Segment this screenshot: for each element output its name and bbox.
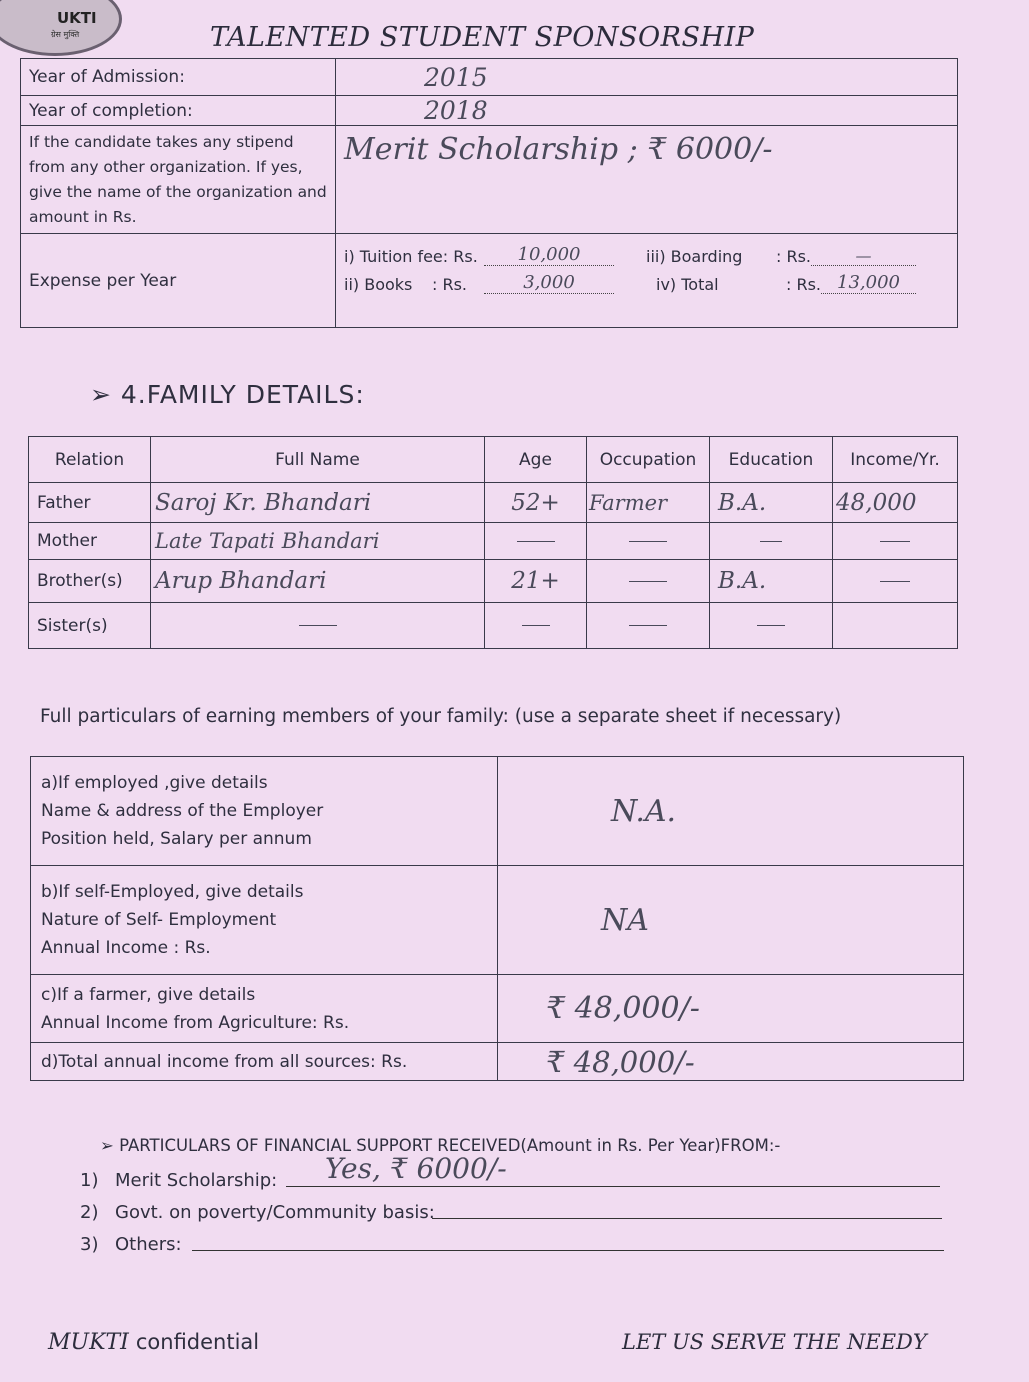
employed-value-cell [498, 757, 964, 866]
year-completion-value: 2018 [424, 96, 488, 125]
self-employed-line2: Nature of Self- Employment [41, 910, 277, 930]
financial-item-2-line [432, 1202, 942, 1219]
total-income-value-cell [498, 1043, 964, 1081]
dash-mark [629, 581, 667, 582]
admission-table [20, 58, 958, 328]
occupation-cell [587, 523, 710, 560]
name-cell: Saroj Kr. Bhandari [151, 483, 485, 523]
col-occupation: Occupation [587, 437, 710, 483]
self-employed-cell [31, 866, 498, 975]
boarding-label: iii) Boarding [646, 247, 743, 266]
col-relation: Relation [29, 437, 151, 483]
dash-mark [522, 625, 550, 626]
table-row [29, 523, 958, 560]
total-income-value: ₹ 48,000/- [546, 1044, 695, 1079]
dash-mark [880, 541, 910, 542]
expense-cell [336, 234, 958, 328]
occupation-cell: Farmer [587, 483, 710, 523]
table-row [29, 560, 958, 603]
self-employed-line3: Annual Income : Rs. [41, 938, 211, 958]
financial-item-2-label: Govt. on poverty/Community basis: [115, 1202, 435, 1223]
boarding-rs: : Rs. [776, 247, 812, 266]
tuition-label: i) Tuition fee: Rs. [344, 247, 478, 266]
table-row [29, 603, 958, 649]
education-cell: B.A. [710, 560, 833, 603]
family-heading: ➢ 4.FAMILY DETAILS: [90, 380, 365, 409]
financial-item-3-number: 3) [80, 1234, 99, 1255]
dash-mark [629, 541, 667, 542]
stipend-cell [336, 126, 958, 234]
footer-brand: MUKTI [48, 1330, 129, 1355]
name-cell: Arup Bhandari [151, 560, 485, 603]
employed-value: N.A. [611, 793, 677, 829]
income-cell [833, 603, 958, 649]
employed-cell [31, 757, 498, 866]
age-cell: 21+ [485, 560, 587, 603]
income-cell [833, 560, 958, 603]
name-cell [151, 603, 485, 649]
occupation-cell [587, 603, 710, 649]
self-employed-line1: b)If self-Employed, give details [41, 882, 304, 902]
books-rs: : Rs. [432, 275, 468, 294]
relation-cell: Sister(s) [29, 603, 151, 649]
boarding-value: — [811, 246, 916, 266]
tuition-value: 10,000 [484, 244, 614, 266]
total-income-label: d)Total annual income from all sources: Rs. [31, 1043, 498, 1081]
stipend-value: Merit Scholarship ; ₹ 6000/- [344, 132, 773, 167]
dash-mark [880, 581, 910, 582]
employed-line3: Position held, Salary per annum [41, 829, 312, 849]
table-row [29, 483, 958, 523]
occupation-cell [587, 560, 710, 603]
farmer-line1: c)If a farmer, give details [41, 984, 256, 1005]
age-cell: 52+ [485, 483, 587, 523]
stipend-label: If the candidate takes any stipend from any other organization. If yes, give the name of the organization and amount in Rs. [21, 126, 336, 234]
financial-heading: ➢ PARTICULARS OF FINANCIAL SUPPORT RECEIVED(Amount in Rs. Per Year)FROM:- [100, 1136, 781, 1155]
col-education: Education [710, 437, 833, 483]
total-label: iv) Total [656, 275, 719, 294]
logo-text: UKTI [57, 9, 97, 27]
logo-subtext: ग्रेस मुक्ति [51, 30, 80, 39]
financial-item-1-value: Yes, ₹ 6000/- [325, 1152, 507, 1185]
page-title: TALENTED STUDENT SPONSORSHIP [210, 22, 755, 53]
farmer-line2: Annual Income from Agriculture: Rs. [41, 1012, 350, 1033]
books-label: ii) Books [344, 275, 413, 294]
education-cell [710, 603, 833, 649]
self-employed-value: NA [601, 902, 649, 938]
year-completion-label: Year of completion: [21, 96, 336, 126]
relation-cell: Brother(s) [29, 560, 151, 603]
financial-item-2-number: 2) [80, 1202, 99, 1223]
age-cell [485, 603, 587, 649]
year-admission-value: 2015 [424, 62, 488, 92]
employed-line2: Name & address of the Employer [41, 801, 324, 821]
financial-item-3-label: Others: [115, 1234, 182, 1255]
name-cell: Late Tapati Bhandari [151, 523, 485, 560]
col-full-name: Full Name [151, 437, 485, 483]
mukti-logo [0, 0, 122, 56]
relation-cell: Mother [29, 523, 151, 560]
income-cell: 48,000 [833, 483, 958, 523]
expense-label: Expense per Year [21, 234, 336, 328]
employed-line1: a)If employed ,give details [41, 773, 268, 793]
col-income: Income/Yr. [833, 437, 958, 483]
age-cell [485, 523, 587, 560]
family-table [28, 436, 958, 649]
self-employed-value-cell [498, 866, 964, 975]
dash-mark [629, 625, 667, 626]
footer-motto: LET US SERVE THE NEEDY [622, 1330, 927, 1354]
total-value: 13,000 [821, 272, 916, 294]
farmer-value-cell [498, 975, 964, 1043]
dash-mark [299, 625, 337, 626]
farmer-cell [31, 975, 498, 1043]
financial-item-1-label: Merit Scholarship: [115, 1170, 278, 1191]
footer-confidential: confidential [135, 1330, 260, 1354]
year-admission-label: Year of Admission: [21, 59, 336, 96]
footer-left [48, 1330, 259, 1355]
total-rs: : Rs. [786, 275, 822, 294]
relation-cell: Father [29, 483, 151, 523]
financial-item-1-number: 1) [80, 1170, 99, 1191]
year-admission-cell [336, 59, 958, 96]
income-cell [833, 523, 958, 560]
dash-mark [757, 625, 785, 626]
dash-mark [760, 541, 782, 542]
earning-intro: Full particulars of earning members of your family: (use a separate sheet if necessary) [40, 706, 842, 727]
col-age: Age [485, 437, 587, 483]
education-cell: B.A. [710, 483, 833, 523]
financial-item-3-line [192, 1234, 944, 1251]
earning-table [30, 756, 964, 1081]
books-value: 3,000 [484, 272, 614, 294]
education-cell [710, 523, 833, 560]
farmer-value: ₹ 48,000/- [546, 991, 700, 1026]
dash-mark [517, 541, 555, 542]
year-completion-cell [336, 96, 958, 126]
